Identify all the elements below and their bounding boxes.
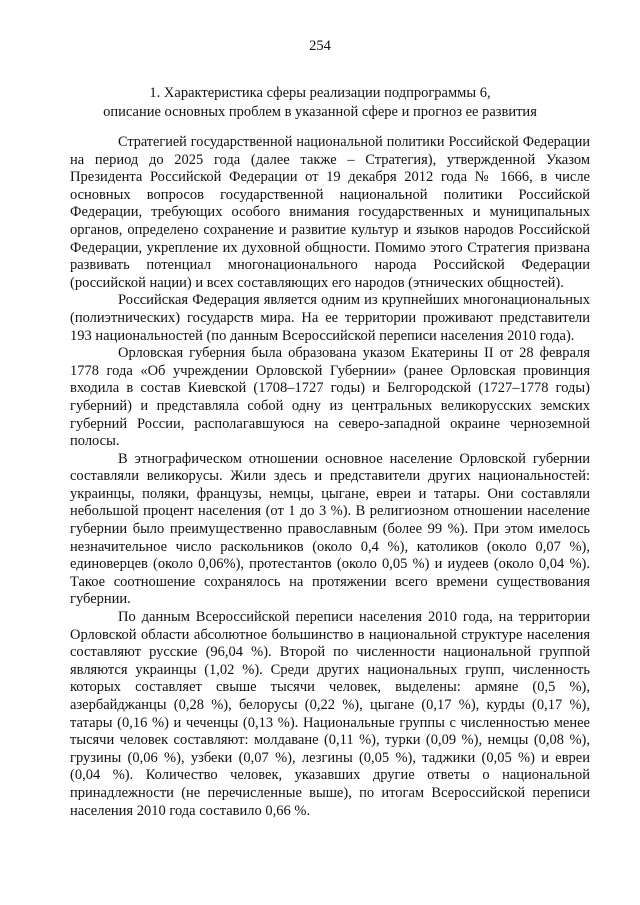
paragraph	[70, 292, 590, 345]
text-line: незначительное число раскольников (около 0,4 %), католиков (около 0,07 %),	[70, 538, 590, 555]
text-line: входила в состав Киевской (1708–1727 годы) и Белгородской (1727–1778 годы)	[70, 380, 590, 397]
text-line: Российская Федерация является одним из крупнейших многонациональных	[118, 292, 590, 309]
text-line: По данным Всероссийской переписи населения 2010 года, на территории	[118, 609, 590, 626]
text-line: 193 национальностей (по данным Всероссийской переписи населения 2010 года).	[70, 327, 575, 344]
text-line: Федерации, требующих особого внимания государственных и муниципальных	[70, 204, 590, 221]
text-line: 1778 года «Об учреждении Орловской Губернии» (ранее Орловская провинция	[70, 362, 590, 379]
text-line: тысячи человек составляют: молдаване (0,11 %), турки (0,09 %), немцы (0,08 %),	[70, 732, 590, 749]
text-line: татары (0,16 %) и чеченцы (0,13 %). Национальные группы с численностью менее	[70, 714, 590, 731]
text-line: принадлежности (не перечисленные выше), по итогам Всероссийской переписи	[70, 784, 590, 801]
text-line: (полиэтнических) государств мира. На ее территории проживают представители	[70, 309, 590, 326]
text-line: Такое соотношение сохранялось на протяжении всего времени существования	[70, 573, 590, 590]
text-line: которых составляет свыше тысячи человек, выделены: армяне (0,5 %),	[70, 679, 590, 696]
text-line: составляли великорусы. Жили здесь и представители других национальностей:	[70, 468, 590, 485]
page-number: 254	[309, 38, 331, 54]
paragraph	[70, 134, 590, 292]
text-line: основных вопросов государственной национальной политики Российской	[70, 186, 590, 203]
text-line: на период до 2025 года (далее также – Стратегия), утвержденной Указом	[70, 151, 590, 168]
text-line: В этнографическом отношении основное население Орловской губернии	[118, 450, 590, 467]
text-line: развивать потенциал многонационального народа Российской Федерации	[70, 257, 590, 274]
text-line: единоверцев (около 0,06%), протестантов (около 0,05 %) и иудеев (около 0,04 %).	[70, 556, 590, 573]
heading-line: описание основных проблем в указанной сфере и прогноз ее развития	[103, 104, 537, 120]
text-line: (российской нации) и всех составляющих его народов (этнических общностей).	[70, 274, 564, 291]
text-line: Федерации, укрепление их духовной общности. Помимо этого Стратегия призвана	[70, 239, 590, 256]
text-line: (0,04 %). Количество человек, указавших другие ответы о национальной	[70, 767, 590, 784]
text-line: губернии.	[70, 591, 131, 608]
text-line: Орловской области абсолютное большинство в национальной структуре населения	[70, 626, 590, 643]
text-line: составляют русские (96,04 %). Второй по численности национальной группой	[70, 644, 590, 661]
text-line: азербайджанцы (0,28 %), белорусы (0,22 %), цыгане (0,17 %), курды (0,17 %),	[70, 697, 590, 713]
text-line: Орловская губерния была образована указом Екатерины II от 28 февраля	[118, 345, 590, 362]
text-line: являются украинцы (1,02 %). Среди других национальных групп, численность	[70, 661, 590, 678]
text-line: украинцы, поляки, французы, немцы, цыгане, евреи и татары. Они составляли	[70, 485, 590, 502]
text-line: Президента Российской Федерации от 19 декабря 2012 года № 1666, в числе	[70, 169, 590, 186]
text-line: грузины (0,06 %), узбеки (0,07 %), лезгины (0,05 %), таджики (0,05 %) и евреи	[70, 749, 590, 766]
text-line: губерний России, располагавшуюся на северо-западной окраине черноземной	[70, 415, 590, 432]
paragraph	[70, 345, 590, 451]
text-line: небольшой процент населения (от 1 до 3 %). В религиозном отношении население	[70, 503, 590, 520]
text-line: Стратегией государственной национальной политики Российской Федерации	[118, 134, 590, 150]
paragraph	[70, 451, 590, 609]
text-line: населения 2010 года составило 0,66 %.	[70, 802, 311, 819]
text-line: губернии было преимущественно православным (более 99 %). При этом имелось	[70, 521, 590, 538]
heading-line: 1. Характеристика сферы реализации подпрограммы 6,	[149, 85, 491, 101]
section-heading	[100, 84, 540, 122]
text-line: органов, определено сохранение и развитие культур и языков народов Российской	[70, 221, 590, 238]
text-line: полосы.	[70, 433, 120, 450]
paragraph	[70, 609, 590, 820]
body-text	[70, 134, 590, 820]
text-line: губерний) и представляла собой одну из центральных великорусских земских	[70, 397, 590, 414]
